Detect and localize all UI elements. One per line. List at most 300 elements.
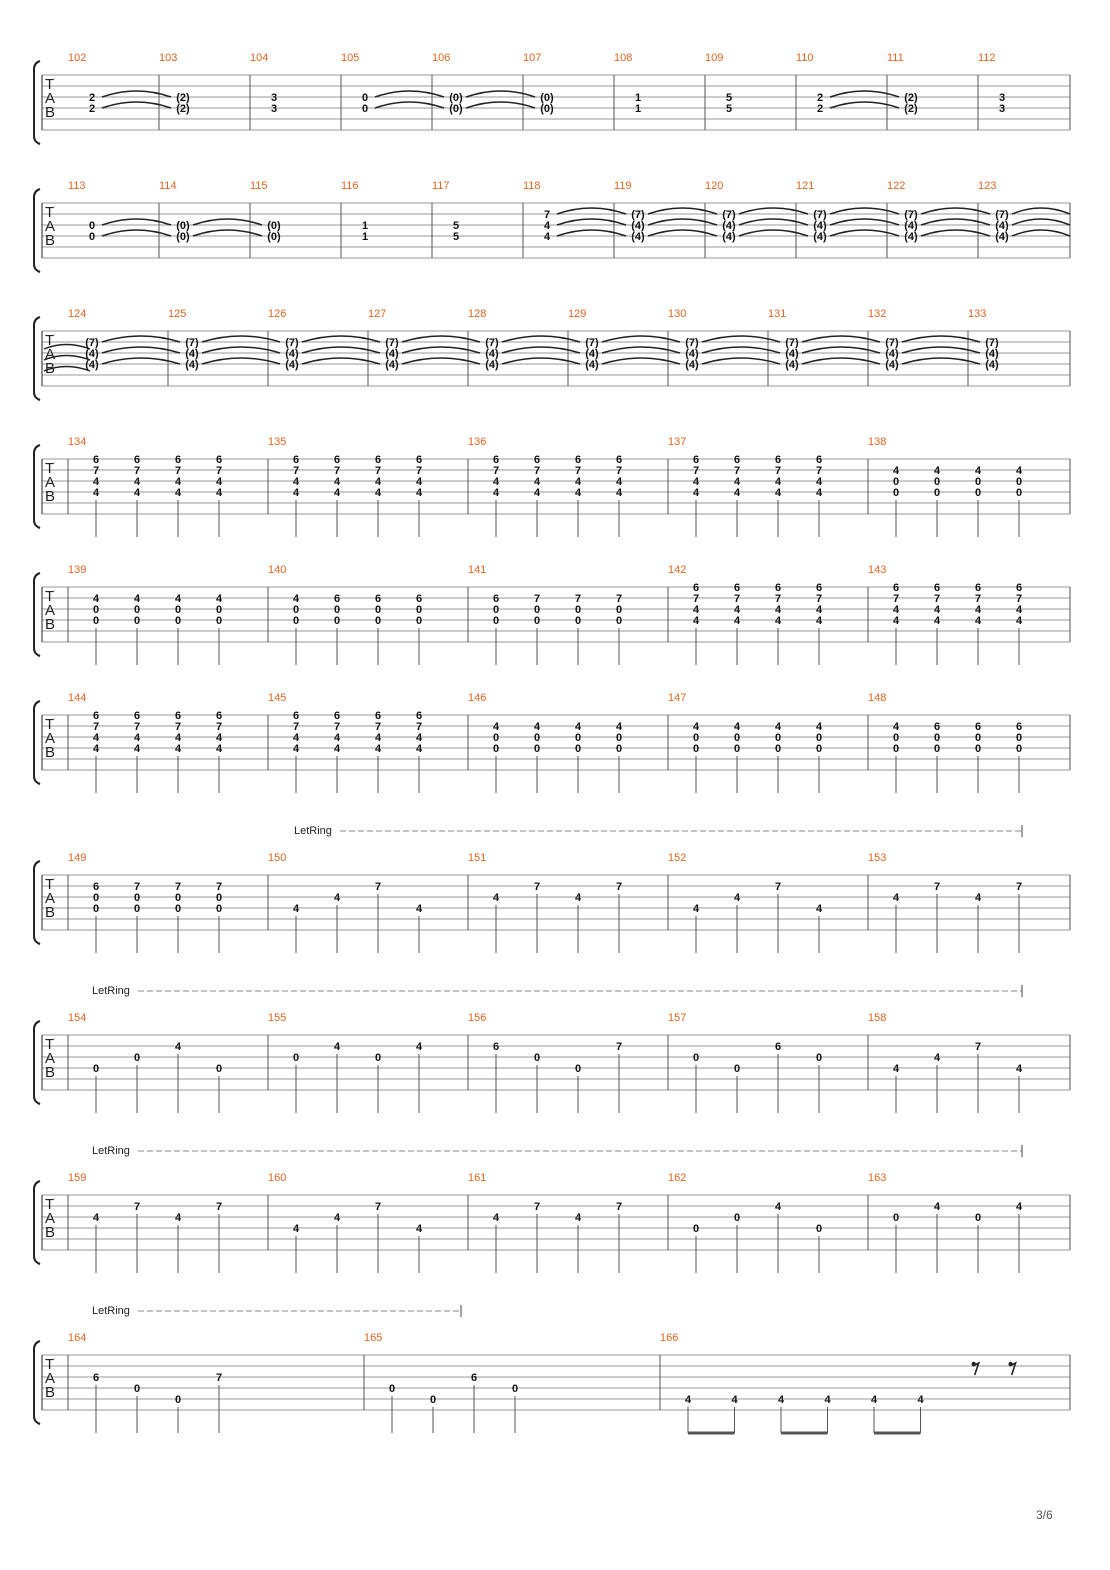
tab-clef-letter: A [45,602,56,619]
tie-arc [193,219,262,225]
measure-number: 126 [268,308,287,320]
fret-number: 4 [692,486,700,499]
fret-number: 0 [574,603,582,616]
fret-number: 6 [733,453,741,466]
fret-number: 5 [452,230,460,243]
measure-141 [468,564,622,665]
fret-number: (0) [540,91,554,104]
fret-number: 0 [933,742,941,755]
fret-number: 4 [974,891,982,904]
tie-arc [1012,208,1070,214]
fret-number: (2) [904,91,918,104]
fret-number: 4 [415,902,423,915]
measure-number: 131 [768,308,787,320]
fret-number: 0 [574,742,582,755]
tab-clef-letter: A [45,890,56,907]
measure-number: 114 [159,180,177,192]
tie-arc [193,230,262,236]
measure-number: 134 [68,436,87,448]
measure-number: 157 [668,1012,687,1024]
tab-clef-letter: T [45,76,55,93]
fret-number: 4 [933,603,941,616]
fret-number: 0 [215,614,223,627]
measure-number: 117 [432,180,450,192]
fret-number: 4 [574,891,582,904]
fret-number: 7 [692,464,700,477]
fret-number: 4 [133,592,141,605]
fret-number: 6 [415,453,423,466]
measure-134 [68,436,223,537]
fret-number: 4 [174,1211,182,1224]
fret-number: 4 [1015,614,1023,627]
fret-number: (4) [904,230,918,243]
fret-number: (7) [585,336,599,349]
tab-clef-letter: A [45,90,56,107]
fret-number: (4) [685,358,699,371]
fret-number: 4 [1015,1200,1023,1213]
fret-number: 6 [615,453,623,466]
fret-number: 7 [174,464,182,477]
fret-number: 4 [892,891,900,904]
fret-number: 0 [1015,486,1023,499]
measure-152 [668,852,823,953]
tie-arc [1012,230,1070,236]
measure-105 [341,52,444,115]
fret-number: 0 [1015,475,1023,488]
tab-system [34,1305,1070,1433]
fret-number: 6 [774,1040,782,1053]
fret-number: 7 [374,880,382,893]
tie-arc [102,219,171,225]
measure-number: 153 [868,852,887,864]
fret-number: 7 [615,880,623,893]
measure-119 [614,180,717,243]
tie-arc [557,230,626,236]
fret-number: 4 [533,486,541,499]
measure-129 [568,308,680,371]
tie-arc [466,91,535,97]
fret-number: 7 [374,464,382,477]
tie-arc [921,219,990,225]
fret-number: 0 [174,902,182,915]
fret-number: (7) [885,336,899,349]
fret-number: 0 [133,902,141,915]
fret-number: 3 [998,91,1006,104]
fret-number: 6 [492,453,500,466]
measure-number: 109 [705,52,724,64]
measure-number: 104 [250,52,269,64]
fret-number: 7 [733,592,741,605]
measure-145 [268,692,423,793]
fret-number: 6 [333,453,341,466]
fret-number: 1 [634,102,642,115]
measure-number: 149 [68,852,87,864]
fret-number: 4 [215,592,223,605]
measure-number: 103 [159,52,178,64]
fret-number: 6 [974,581,982,594]
fret-number: 4 [215,475,223,488]
fret-number: 6 [1015,720,1023,733]
fret-number: 4 [174,731,182,744]
fret-number: 0 [492,742,500,755]
tab-clef-letter: B [45,616,56,633]
fret-number: 0 [333,614,341,627]
fret-number: 0 [174,614,182,627]
let-ring-marker [92,985,1022,997]
fret-number: 0 [933,731,941,744]
tab-clef-letter: T [45,332,55,349]
fret-number: 4 [292,486,300,499]
fret-number: 0 [692,731,700,744]
measure-140 [268,564,422,665]
fret-number: (4) [485,358,499,371]
fret-number: 4 [933,1051,941,1064]
fret-number: 1 [634,91,642,104]
tab-system [34,985,1070,1113]
fret-number: 7 [374,720,382,733]
measure-number: 143 [868,564,887,576]
fret-number: 4 [574,720,582,733]
measure-number: 110 [796,52,814,64]
let-ring-label: LetRing [92,1145,130,1157]
fret-number: 7 [774,880,782,893]
fret-number: 0 [415,614,423,627]
measure-number: 118 [523,180,541,192]
tie-arc [830,208,899,214]
tie-arc [557,208,626,214]
fret-number: 0 [974,486,982,499]
fret-number: 7 [292,464,300,477]
fret-number: 4 [892,1062,900,1075]
fret-number: (7) [485,336,499,349]
fret-number: 7 [533,592,541,605]
fret-number: 7 [133,880,141,893]
tie-arc [921,230,990,236]
measure-number: 150 [268,852,287,864]
fret-number: (2) [176,91,190,104]
measure-number: 146 [468,692,487,704]
fret-number: (4) [785,347,799,360]
fret-number: 4 [415,1040,423,1053]
fret-number: 0 [492,614,500,627]
fret-number: 4 [92,731,100,744]
fret-number: (0) [540,102,554,115]
measure-164 [68,1332,222,1433]
fret-number: 0 [133,603,141,616]
fret-number: 0 [615,614,623,627]
measure-131 [768,308,880,371]
fret-number: 7 [774,592,782,605]
fret-number: 4 [733,486,741,499]
fret-number: 4 [333,742,341,755]
fret-number: 6 [470,1371,478,1384]
fret-number: 4 [292,731,300,744]
fret-number: 3 [998,102,1006,115]
fret-number: 0 [533,614,541,627]
measure-121 [796,180,899,243]
fret-number: 7 [933,592,941,605]
fret-number: 2 [88,102,96,115]
fret-number: 0 [133,1382,141,1395]
fret-number: 3 [270,102,278,115]
fret-number: 6 [774,453,782,466]
fret-number: 5 [725,102,733,115]
fret-number: 4 [174,1040,182,1053]
tab-clef-letter: A [45,1210,56,1227]
tie-arc [648,208,717,214]
tab-clef-letter: B [45,360,56,377]
measure-number: 165 [364,1332,383,1344]
fret-number: 0 [815,1222,823,1235]
measure-112 [978,52,1005,115]
let-ring-marker [92,1305,461,1317]
fret-number: (4) [785,358,799,371]
fret-number: 4 [374,731,382,744]
tab-system [34,180,1070,272]
measure-137 [668,436,823,537]
fret-number: 0 [974,731,982,744]
fret-number: 4 [684,1393,692,1406]
measure-106 [432,52,535,115]
fret-number: 0 [374,614,382,627]
fret-number: 4 [615,475,623,488]
measure-number: 116 [341,180,359,192]
tie-arc [830,102,899,108]
fret-number: 6 [292,453,300,466]
tab-clef-letter: A [45,1370,56,1387]
measure-number: 160 [268,1172,287,1184]
fret-number: 0 [215,603,223,616]
tie-arc [648,219,717,225]
measure-162 [668,1172,822,1273]
fret-number: 6 [374,453,382,466]
fret-number: (2) [904,102,918,115]
fret-number: 4 [892,603,900,616]
tie-arc [1012,219,1070,225]
fret-number: 6 [692,453,700,466]
measure-146 [468,692,623,793]
fret-number: 0 [215,1062,223,1075]
measure-number: 128 [468,308,487,320]
fret-number: 6 [333,709,341,722]
fret-number: 0 [974,742,982,755]
fret-number: 0 [492,731,500,744]
measure-number: 142 [668,564,687,576]
fret-number: 7 [892,592,900,605]
fret-number: (0) [176,219,190,232]
fret-number: 0 [92,902,100,915]
fret-number: (4) [85,358,99,371]
fret-number: 6 [333,592,341,605]
let-ring-label: LetRing [92,1305,130,1317]
fret-number: 7 [92,464,100,477]
measure-number: 115 [250,180,268,192]
fret-number: 0 [1015,742,1023,755]
let-ring-label: LetRing [92,985,130,997]
fret-number: 4 [174,742,182,755]
fret-number: (4) [285,347,299,360]
fret-number: 4 [415,731,423,744]
fret-number: 6 [374,709,382,722]
fret-number: (4) [995,230,1009,243]
fret-number: 4 [374,742,382,755]
measure-number: 152 [668,852,687,864]
fret-number: (7) [985,336,999,349]
fret-number: (4) [885,358,899,371]
fret-number: 4 [733,891,741,904]
fret-number: 6 [492,592,500,605]
fret-number: 4 [815,475,823,488]
fret-number: 4 [933,464,941,477]
measure-156 [468,1012,622,1113]
system-bracket [34,317,40,400]
measure-109 [705,52,732,115]
fret-number: (4) [485,347,499,360]
fret-number: (4) [85,347,99,360]
fret-number: 4 [892,464,900,477]
fret-number: 0 [815,742,823,755]
tie-arc [830,230,899,236]
fret-number: 0 [292,603,300,616]
tab-clef-letter: T [45,204,55,221]
tie-arc [102,91,171,97]
fret-number: 4 [974,464,982,477]
fret-number: (4) [185,347,199,360]
fret-number: 0 [933,475,941,488]
fret-number: 0 [733,731,741,744]
fret-number: 0 [974,475,982,488]
fret-number: 6 [174,709,182,722]
fret-number: 0 [174,603,182,616]
fret-number: (7) [85,336,99,349]
system-bracket [34,1021,40,1104]
fret-number: 4 [92,1211,100,1224]
fret-number: 0 [815,731,823,744]
tab-clef-letter: B [45,104,56,121]
fret-number: 4 [892,720,900,733]
fret-number: 4 [815,603,823,616]
fret-number: 4 [133,475,141,488]
fret-number: 4 [92,475,100,488]
measure-number: 135 [268,436,287,448]
fret-number: (7) [995,208,1009,221]
fret-number: 0 [174,891,182,904]
fret-number: 6 [374,592,382,605]
measure-number: 137 [668,436,687,448]
system-bracket [34,61,40,144]
fret-number: 4 [774,475,782,488]
fret-number: 4 [133,486,141,499]
fret-number: 4 [870,1393,878,1406]
measure-number: 102 [68,52,87,64]
fret-number: 0 [733,1062,741,1075]
tab-clef-letter: B [45,904,56,921]
fret-number: 4 [1015,603,1023,616]
measure-159 [68,1172,222,1273]
fret-number: 7 [615,1200,623,1213]
measure-number: 105 [341,52,360,64]
tie-arc [648,230,717,236]
fret-number: 2 [816,102,824,115]
tab-system [34,436,1070,537]
fret-number: 4 [815,614,823,627]
fret-number: 4 [917,1393,924,1406]
measure-number: 158 [868,1012,887,1024]
fret-number: 7 [533,464,541,477]
measure-number: 139 [68,564,87,576]
fret-number: 0 [574,731,582,744]
fret-number: 6 [815,453,823,466]
fret-number: 0 [215,891,223,904]
measure-138 [868,436,1023,537]
tab-clef-letter: T [45,876,55,893]
fret-number: 4 [492,1211,500,1224]
fret-number: 7 [733,464,741,477]
fret-number: 0 [815,1051,823,1064]
fret-number: 5 [725,91,733,104]
fret-number: 7 [92,720,100,733]
tie-arc [102,230,171,236]
fret-number: 2 [88,91,96,104]
fret-number: 1 [361,230,369,243]
fret-number: (4) [995,219,1009,232]
fret-number: 4 [731,1393,738,1406]
tab-clef-letter: A [45,346,56,363]
measure-160 [268,1172,423,1273]
fret-number: 7 [974,1040,982,1053]
measure-number: 155 [268,1012,287,1024]
fret-number: (4) [722,219,736,232]
measure-126 [268,308,380,371]
fret-number: 0 [533,731,541,744]
fret-number: (4) [813,230,827,243]
fret-number: 0 [574,1062,582,1075]
fret-number: 0 [215,902,223,915]
tie-arc [739,208,808,214]
system-bracket [34,701,40,784]
tie-arc [102,102,171,108]
fret-number: 7 [1015,592,1023,605]
fret-number: 4 [292,592,300,605]
fret-number: 0 [174,1393,182,1406]
fret-number: 0 [933,486,941,499]
fret-number: 4 [133,742,141,755]
fret-number: 0 [492,603,500,616]
fret-number: 0 [615,603,623,616]
fret-number: 7 [574,592,582,605]
fret-number: 7 [574,464,582,477]
fret-number: (4) [885,347,899,360]
fret-number: 7 [374,1200,382,1213]
fret-number: 6 [933,720,941,733]
fret-number: 4 [892,614,900,627]
fret-number: 4 [292,742,300,755]
fret-number: 0 [892,742,900,755]
tie-arc [466,102,535,108]
measure-158 [868,1012,1023,1113]
fret-number: 4 [415,486,423,499]
tab-clef-letter: T [45,716,55,733]
measure-number: 107 [523,52,542,64]
fret-number: 0 [92,891,100,904]
fret-number: 6 [215,453,223,466]
fret-number: 0 [574,614,582,627]
measure-number: 133 [968,308,987,320]
measure-151 [468,852,622,953]
fret-number: 4 [692,603,700,616]
measure-102 [68,52,171,115]
fret-number: 0 [429,1393,437,1406]
